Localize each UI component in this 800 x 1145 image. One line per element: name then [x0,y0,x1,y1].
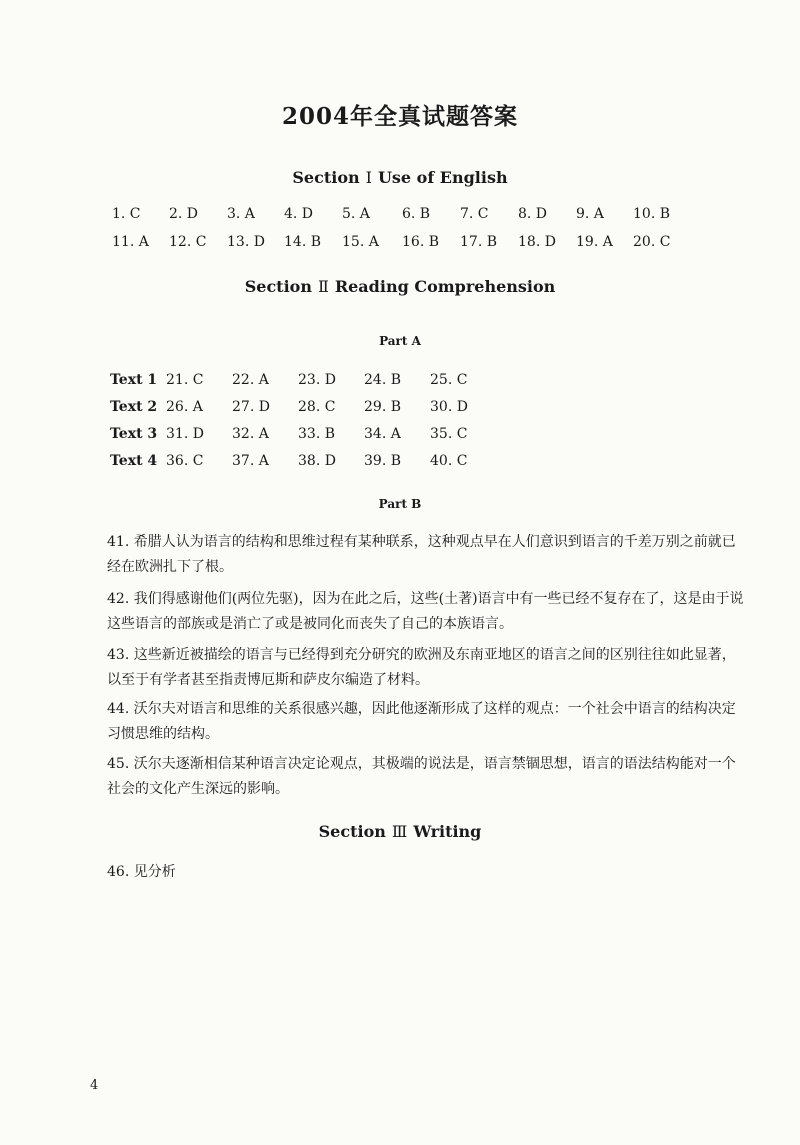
text-label: Text 2 [110,399,158,415]
text-label: Text 4 [110,453,158,469]
text-label: Text 1 [110,372,158,388]
answer-38: 38. D [298,453,336,469]
section-3-heading [0,822,800,841]
answer-4: 4. D [284,206,314,222]
translation-42: 42. 我们得感谢他们(两位先驱)，因为在此之后，这些(土著)语言中有一些已经不复存在了，这是由于说这些语言的部族或是消亡了或是被同化而丧失了自己的本族语言。 [107,591,744,632]
answer-3: 3. A [227,206,255,222]
answer-6: 6. B [402,206,431,222]
part-b-heading: Part B [378,497,422,511]
answer-13: 13. D [227,234,265,250]
answer-34: 34. A [364,426,401,442]
answer-12: 12. C [169,234,207,250]
answer-22: 22. A [232,372,269,388]
page-title: 2004年全真试题答案 [281,103,518,130]
answer-33: 33. B [298,426,336,442]
section-1-name: Use of English [377,168,508,187]
section-1-heading [0,168,800,187]
section-1-label: Section [292,168,360,187]
part-a-heading: Part A [379,334,421,348]
answer-39: 39. B [364,453,402,469]
section-2-roman: Ⅱ [317,277,329,296]
page-number: 4 [90,1078,99,1093]
answer-5: 5. A [342,206,370,222]
answer-14: 14. B [284,234,322,250]
answer-16: 16. B [402,234,440,250]
answer-19: 19. A [576,234,613,250]
translation-44: 44. 沃尔夫对语言和思维的关系很感兴趣，因此他逐渐形成了这样的观点：一个社会中语言的结构决定习惯思维的结构。 [107,701,736,742]
answer-35: 35. C [430,426,468,442]
answer-31: 31. D [166,426,204,442]
section-1-roman: Ⅰ [365,168,372,187]
translation-43: 43. 这些新近被描绘的语言与已经得到充分研究的欧洲及东南亚地区的语言之间的区别往往如此显著，以至于有学者甚至指责博厄斯和萨皮尔编造了材料。 [107,647,736,688]
answer-26: 26. A [166,399,203,415]
answer-21: 21. C [166,372,204,388]
answer-9: 9. A [576,206,604,222]
answer-1: 1. C [112,206,141,222]
answer-30: 30. D [430,399,468,415]
section-2-name: Reading Comprehension [334,277,556,296]
answer-27: 27. D [232,399,270,415]
section-3-name: Writing [413,822,482,841]
section-3-label: Section [318,822,386,841]
answer-29: 29. B [364,399,402,415]
answer-36: 36. C [166,453,204,469]
text-label: Text 3 [110,426,158,442]
translation-45: 45. 沃尔夫逐渐相信某种语言决定论观点，其极端的说法是，语言禁锢思想，语言的语法结构能对一个社会的文化产生深远的影响。 [107,756,736,797]
writing-answer: 46. 见分析 [107,864,176,880]
answer-37: 37. A [232,453,269,469]
answer-32: 32. A [232,426,269,442]
answer-15: 15. A [342,234,379,250]
answer-10: 10. B [633,206,671,222]
answer-8: 8. D [518,206,548,222]
answer-2: 2. D [169,206,199,222]
answer-18: 18. D [518,234,556,250]
section-2-label: Section [244,277,312,296]
answer-11: 11. A [112,234,149,250]
answer-40: 40. C [430,453,468,469]
answer-25: 25. C [430,372,468,388]
section-2-heading [0,277,800,296]
answer-20: 20. C [633,234,671,250]
answer-23: 23. D [298,372,336,388]
answer-7: 7. C [460,206,489,222]
translation-41: 41. 希腊人认为语言的结构和思维过程有某种联系，这种观点早在人们意识到语言的千差万别之前就已经在欧洲扎下了根。 [107,534,736,575]
answer-17: 17. B [460,234,498,250]
answer-24: 24. B [364,372,402,388]
section-3-roman: Ⅲ [391,822,408,841]
answer-28: 28. C [298,399,336,415]
